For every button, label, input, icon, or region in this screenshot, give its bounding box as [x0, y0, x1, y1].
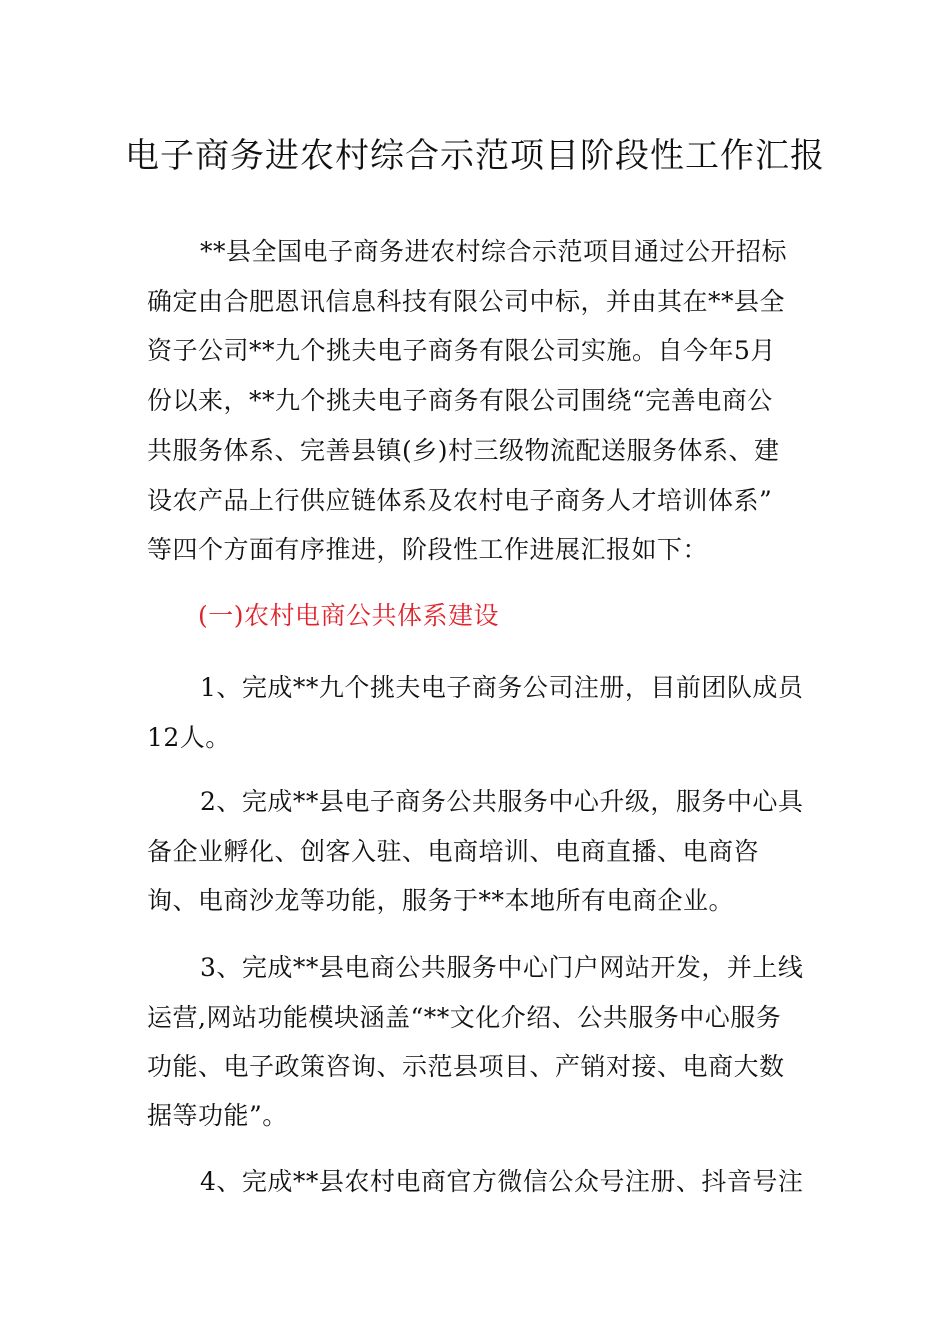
intro-line-7: 等四个方面有序推进，阶段性工作进展汇报如下：: [147, 535, 709, 564]
item4-line-1: 4、完成**县农村电商官方微信公众号注册、抖音号注: [200, 1167, 804, 1196]
intro-line-6: 设农产品上行供应链体系及农村电子商务人才培训体系”: [147, 486, 773, 515]
section-heading: (一)农村电商公共体系建设: [198, 601, 500, 630]
item3-line-3: 功能、电子政策咨询、示范县项目、产销对接、电商大数: [147, 1052, 785, 1081]
intro-line-3: 资子公司**九个挑夫电子商务有限公司实施。自今年5月: [147, 336, 776, 365]
item1-line-2: 12人。: [147, 723, 231, 752]
item1-line-1: 1、完成**九个挑夫电子商务公司注册，目前团队成员: [200, 673, 804, 702]
intro-line-1: **县全国电子商务进农村综合示范项目通过公开招标: [200, 237, 788, 266]
item2-line-1: 2、完成**县电子商务公共服务中心升级，服务中心具: [200, 787, 804, 816]
intro-line-2: 确定由合肥恩讯信息科技有限公司中标，并由其在**县全: [147, 287, 786, 316]
item2-line-3: 询、电商沙龙等功能，服务于**本地所有电商企业。: [147, 886, 735, 915]
intro-line-4: 份以来，**九个挑夫电子商务有限公司围绕“完善电商公: [147, 386, 773, 415]
item3-line-2: 运营,网站功能模块涵盖“**文化介绍、公共服务中心服务: [147, 1003, 782, 1032]
document-title: 电子商务进农村综合示范项目阶段性工作汇报: [125, 136, 825, 176]
item3-line-1: 3、完成**县电商公共服务中心门户网站开发，并上线: [200, 953, 804, 982]
intro-line-5: 共服务体系、完善县镇(乡)村三级物流配送服务体系、建: [147, 436, 780, 465]
item3-line-4: 据等功能”。: [147, 1101, 288, 1130]
item2-line-2: 备企业孵化、创客入驻、电商培训、电商直播、电商咨: [147, 837, 760, 866]
